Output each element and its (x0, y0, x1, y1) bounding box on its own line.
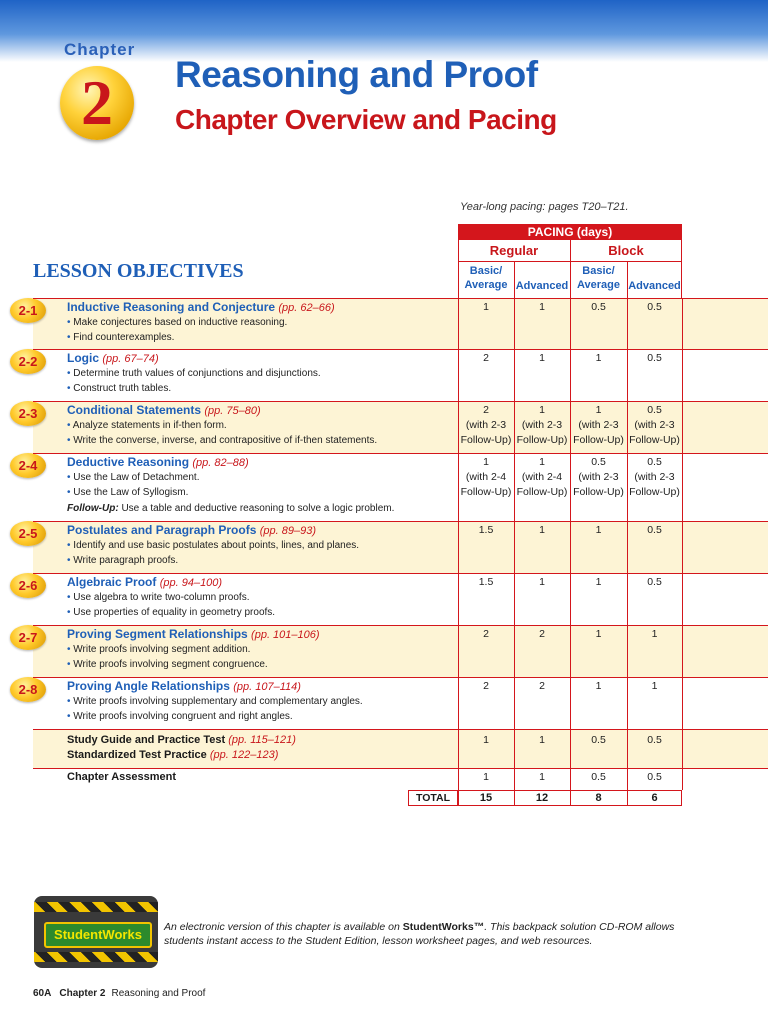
pacing-cell: 0.5 (591, 771, 606, 783)
pacing-cell: 0.5 (647, 524, 662, 536)
lesson-title-text: Proving Angle Relationships (67, 679, 230, 693)
objective-bullet: • Write the converse, inverse, and contrapositive of if-then statements. (67, 435, 378, 446)
pacing-cell: 2 (483, 352, 489, 364)
pacing-cell: 0.5 (591, 734, 606, 746)
pacing-cell: 1 (539, 771, 545, 783)
lesson-pages: (pp. 89–93) (259, 525, 316, 537)
pacing-col-block-advanced: Advanced (628, 280, 681, 292)
lesson-title (67, 455, 249, 469)
page-number: 60A (33, 988, 52, 999)
pacing-cell: 1 (with 2-3 Follow-Up) (516, 404, 568, 446)
lesson-badge-icon: 2-7 (10, 625, 46, 650)
lesson-title (67, 523, 316, 537)
page-footer (33, 988, 205, 999)
objective-bullet: • Make conjectures based on inductive reasoning. (67, 317, 288, 328)
row-divider (33, 677, 768, 678)
column-rule (570, 298, 571, 790)
total-value: 8 (595, 792, 602, 804)
objective-bullet: • Identify and use basic postulates about points, lines, and planes. (67, 540, 360, 551)
lesson-pages: (pp. 82–88) (192, 457, 249, 469)
column-rule (458, 298, 459, 790)
pacing-cell: 1 (with 2-4 Follow-Up) (516, 456, 568, 498)
pacing-cell: 1 (539, 524, 545, 536)
pacing-cell: 1 (with 2-4 Follow-Up) (460, 456, 512, 498)
pacing-cell: 0.5 (with 2-3 Follow-Up) (573, 456, 624, 498)
lesson-pages: (pp. 101–106) (251, 629, 320, 641)
lesson-title (67, 627, 320, 641)
lesson-title-text: Inductive Reasoning and Conjecture (67, 300, 276, 314)
page-subtitle: Chapter Overview and Pacing (175, 104, 557, 135)
lesson-title-text: Algebraic Proof (67, 575, 157, 589)
objective-bullet: • Write proofs involving segment congruence. (67, 659, 268, 670)
column-rule (627, 298, 628, 790)
hazard-stripe (34, 952, 158, 962)
lesson-pages: (pp. 94–100) (159, 577, 223, 589)
year-long-pacing-note: Year-long pacing: pages T20–T21. (460, 201, 629, 213)
lesson-title-text: Deductive Reasoning (67, 455, 190, 469)
pacing-group-block: Block (608, 243, 644, 258)
lesson-badge-icon: 2-2 (10, 349, 46, 374)
column-rule (514, 790, 515, 806)
lesson-badge-icon: 2-3 (10, 401, 46, 426)
pacing-cell: 1 (539, 576, 545, 588)
objective-bullet: • Analyze statements in if-then form. (67, 420, 227, 431)
chapter-number: 2 (81, 67, 113, 138)
pacing-cell: 1 (595, 680, 602, 692)
pacing-cell: 1 (539, 301, 545, 313)
row-divider (33, 401, 768, 402)
row-divider (33, 729, 768, 730)
lesson-pages: (pp. 62–66) (278, 302, 335, 314)
assessment-title: Chapter Assessment (67, 771, 177, 783)
pacing-cell: 1 (651, 628, 658, 640)
row-divider (33, 625, 768, 626)
standardized-test-title: Standardized Test Practice (pp. 122–123) (67, 749, 279, 761)
objective-bullet: • Use the Law of Detachment. (67, 472, 200, 483)
objective-bullet: • Write proofs involving segment addition. (67, 644, 251, 655)
pacing-cell: 2 (483, 628, 489, 640)
lesson-badge-icon: 2-6 (10, 573, 46, 598)
objective-bullet: • Construct truth tables. (67, 383, 172, 394)
pacing-col-block-basic: Basic/ Average (576, 265, 620, 291)
column-rule (682, 298, 683, 790)
study-guide-title: Study Guide and Practice Test (pp. 115–121) (67, 734, 296, 746)
pacing-cell: 2 (483, 680, 489, 692)
footer-chapter: Chapter 2 (59, 988, 106, 999)
lesson-pages: (pp. 75–80) (204, 405, 261, 417)
lesson-title (67, 575, 222, 589)
lesson-title-text: Conditional Statements (67, 403, 202, 417)
lesson-title-text: Logic (67, 351, 99, 365)
pacing-cell: 2 (539, 680, 545, 692)
objective-bullet: • Find counterexamples. (67, 332, 175, 343)
column-rule (514, 298, 515, 790)
objective-bullet: • Write proofs involving supplementary and complementary angles. (67, 696, 363, 707)
pacing-cell: 1 (595, 524, 602, 536)
row-divider (33, 573, 768, 574)
total-value: 12 (535, 792, 549, 804)
lesson-title-text: Proving Segment Relationships (67, 627, 248, 641)
row-divider (33, 349, 768, 350)
objective-bullet: • Write proofs involving congruent and right angles. (67, 711, 293, 722)
objective-bullet: • Use properties of equality in geometry proofs. (67, 607, 276, 618)
total-label: TOTAL (408, 790, 458, 806)
lesson-title (67, 351, 159, 365)
lesson-badge-icon: 2-8 (10, 677, 46, 702)
pacing-cell: 0.5 (647, 301, 662, 313)
pacing-col-regular-advanced: Advanced (515, 280, 569, 292)
lesson-pages: (pp. 107–114) (233, 681, 301, 693)
column-rule (570, 790, 571, 806)
objective-bullet: • Determine truth values of conjunctions and disjunctions. (67, 368, 321, 379)
pacing-col-regular-basic: Basic/ Average (464, 265, 508, 291)
pacing-cell: 1 (539, 734, 545, 746)
pacing-group-line (458, 261, 682, 262)
pacing-cell: 1 (595, 352, 602, 364)
pacing-cell: 1 (595, 576, 602, 588)
row-divider (33, 521, 768, 522)
pacing-cell: 1 (483, 771, 489, 783)
row-divider (33, 298, 768, 299)
pacing-cell: 0.5 (647, 352, 662, 364)
studentworks-logo (34, 896, 158, 968)
pacing-cell: 1 (651, 680, 658, 692)
lesson-title (67, 300, 335, 314)
pacing-cell: 1 (539, 352, 545, 364)
pacing-cell: 2 (539, 628, 545, 640)
pacing-cell: 1 (483, 734, 489, 746)
lesson-badge-icon: 2-5 (10, 521, 46, 546)
pacing-cell: 1 (483, 301, 489, 313)
studentworks-note: An electronic version of this chapter is available on StudentWorks™. This backpack solution CD-ROM allows students instant access to the Student Edition, lesson worksheet pages, and web resources. (164, 921, 675, 947)
lesson-objectives-heading: LESSON OBJECTIVES (33, 260, 244, 282)
pacing-header: PACING (days) (458, 224, 682, 240)
lesson-title-text: Postulates and Paragraph Proofs (67, 523, 257, 537)
pacing-cell: 0.5 (with 2-3 Follow-Up) (629, 404, 680, 446)
footer-title: Reasoning and Proof (111, 988, 206, 999)
objective-bullet: • Use the Law of Syllogism. (67, 487, 189, 498)
pacing-group-regular: Regular (489, 243, 539, 258)
objective-bullet: • Use algebra to write two-column proofs. (67, 592, 250, 603)
pacing-cell: 0.5 (647, 576, 662, 588)
lesson-pages: (pp. 67–74) (102, 353, 159, 365)
lesson-badge-icon: 2-1 (10, 298, 46, 323)
pacing-cell: 0.5 (with 2-3 Follow-Up) (629, 456, 680, 498)
pacing-cell: 1 (with 2-3 Follow-Up) (573, 404, 624, 446)
pacing-cell: 0.5 (647, 771, 662, 783)
objective-bullet: • Write paragraph proofs. (67, 555, 179, 566)
pacing-cell: 1.5 (478, 524, 494, 536)
chapter-word: Chapter (64, 40, 136, 59)
follow-up-note: Follow-Up: Use a table and deductive reasoning to solve a logic problem. (67, 503, 395, 514)
total-value: 15 (479, 792, 493, 804)
pacing-cell: 2 (with 2-3 Follow-Up) (460, 404, 512, 446)
hazard-stripe (34, 902, 158, 912)
row-divider (33, 453, 768, 454)
lesson-badge-icon: 2-4 (10, 453, 46, 478)
pacing-cell: 1 (595, 628, 602, 640)
column-rule (627, 790, 628, 806)
lesson-title (67, 679, 301, 693)
page-title: Reasoning and Proof (175, 54, 538, 95)
studentworks-logo-text: StudentWorks (44, 922, 152, 948)
lesson-title (67, 403, 261, 417)
total-value: 6 (651, 792, 658, 804)
pacing-cell: 0.5 (591, 301, 606, 313)
pacing-cell: 0.5 (647, 734, 662, 746)
pacing-cell: 1.5 (478, 576, 494, 588)
row-divider (33, 768, 768, 769)
